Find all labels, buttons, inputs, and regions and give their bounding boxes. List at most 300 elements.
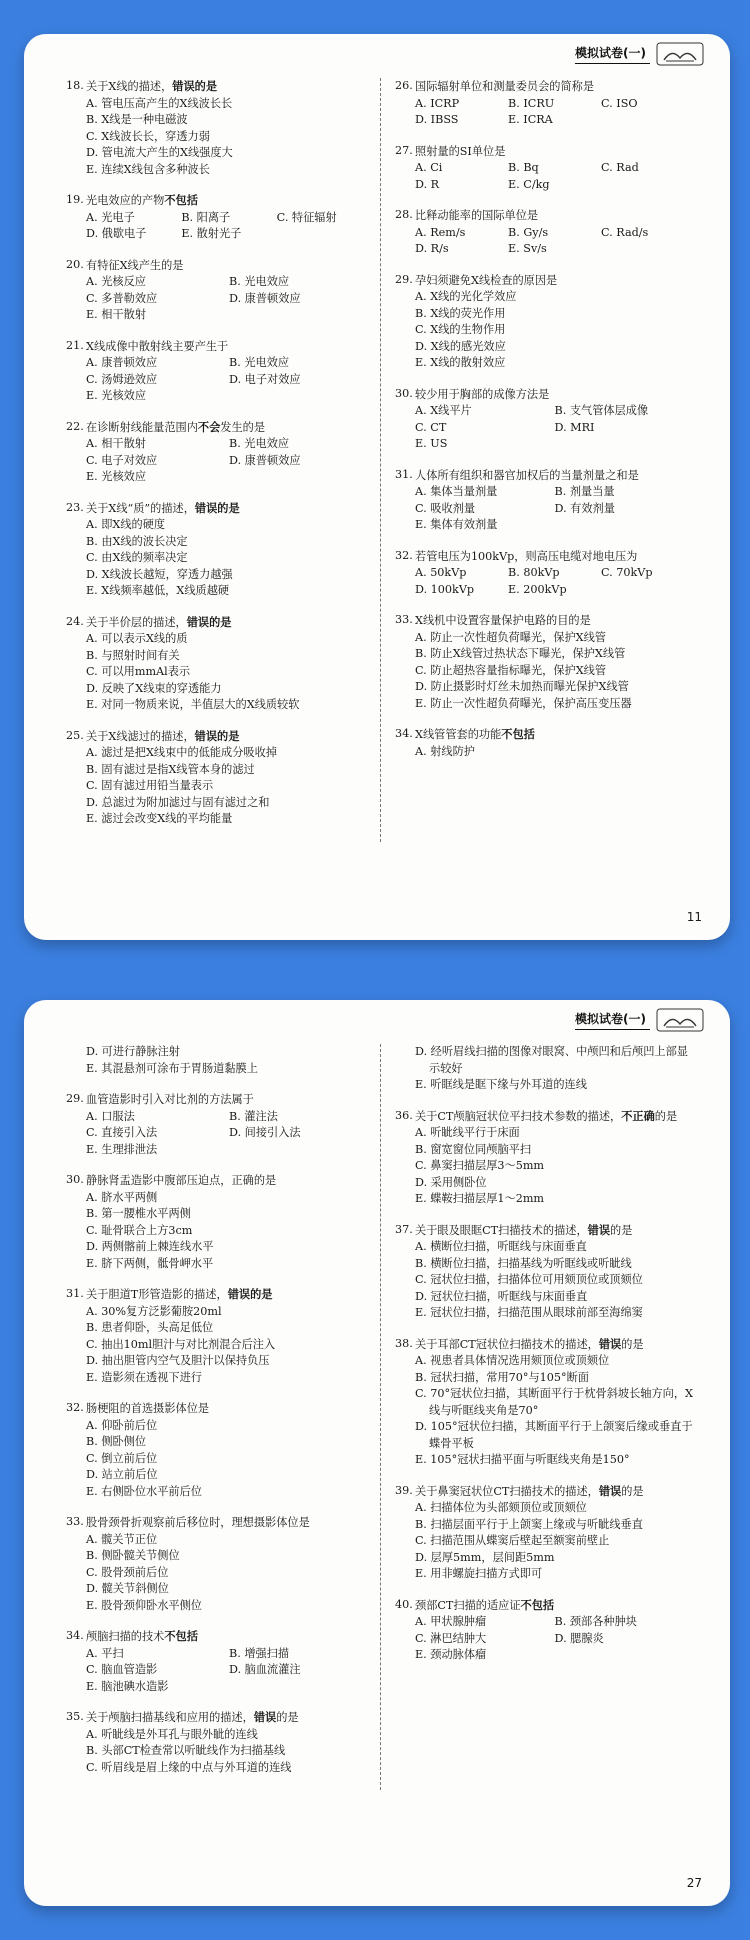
answer-option: B. 光电效应 bbox=[229, 275, 290, 288]
question-text-part: 颅脑扫描的技术 bbox=[86, 1630, 165, 1643]
answer-option bbox=[229, 307, 372, 324]
answer-option: C. 冠状位扫描，扫描体位可用颏顶位或顶颏位 bbox=[415, 1273, 643, 1286]
question-number: 33. bbox=[395, 613, 413, 626]
question bbox=[66, 1091, 372, 1158]
question-number: 25. bbox=[66, 728, 84, 742]
answer-option: E. 连续X线包含多种波长 bbox=[86, 162, 210, 176]
question-text-part: X线成像中散射线主要产生于 bbox=[86, 339, 229, 353]
answer-option: D. 两侧髂前上棘连线水平 bbox=[86, 1240, 214, 1253]
question-text bbox=[415, 143, 694, 161]
question-number: 30. bbox=[395, 386, 413, 400]
answer-option: D. 可进行静脉注射 bbox=[86, 1045, 180, 1058]
answer-option: E. 脑池碘水造影 bbox=[86, 1679, 169, 1693]
answer-option: E. 右侧卧位水平前后位 bbox=[86, 1484, 202, 1498]
question-text bbox=[415, 272, 694, 290]
answer-option: B. 80kVp bbox=[508, 566, 560, 579]
answer-options bbox=[395, 96, 694, 129]
question-text bbox=[415, 1597, 694, 1615]
page-1 bbox=[24, 34, 730, 940]
question-text bbox=[415, 1483, 694, 1501]
page-header-title: 模拟试卷(一) bbox=[575, 1010, 650, 1030]
question-text bbox=[86, 1091, 372, 1109]
question-number: 32. bbox=[66, 1401, 84, 1414]
answer-option: A. 50kVp bbox=[415, 566, 467, 579]
question-stem bbox=[395, 1108, 694, 1126]
question-number: 23. bbox=[66, 500, 84, 514]
question-text-part: 较少用于胸部的成像方法是 bbox=[415, 387, 550, 401]
answer-option: B. Bq bbox=[508, 161, 539, 174]
answer-option: B. 阳离子 bbox=[181, 210, 231, 224]
question-number: 18. bbox=[66, 79, 84, 92]
answer-option: B. 防止X线管过热状态下曝光，保护X线管 bbox=[415, 647, 626, 660]
question-stem bbox=[66, 419, 372, 437]
question-text bbox=[415, 467, 694, 485]
question-text-part: 的是 bbox=[654, 1109, 678, 1123]
question-stem bbox=[395, 272, 694, 290]
question bbox=[66, 1628, 372, 1695]
answer-option: A. 髋关节正位 bbox=[86, 1532, 158, 1546]
answer-options bbox=[66, 1418, 372, 1501]
answer-options bbox=[66, 355, 372, 405]
question-text-part: 比释动能率的国际单位是 bbox=[415, 209, 539, 222]
question-emphasis: 错误的是 bbox=[194, 728, 240, 743]
answer-option: D. 康普顿效应 bbox=[229, 453, 301, 467]
answer-option bbox=[229, 469, 372, 486]
question-emphasis: 错误 bbox=[598, 1483, 622, 1498]
question-text-part: 关于眼及眼眶CT扫描技术的描述， bbox=[415, 1223, 588, 1237]
answer-option: A. 滤过是把X线束中的低能成分吸收掉 bbox=[86, 746, 277, 759]
question-text-part: 有特征X线产生的是 bbox=[86, 258, 184, 272]
question-text-part: 关于X线“质”的描述， bbox=[86, 501, 195, 515]
question-emphasis: 错误 bbox=[587, 1222, 611, 1237]
answer-option: C. X线的生物作用 bbox=[415, 323, 506, 336]
answer-option: D. 层厚5mm，层间距5mm bbox=[415, 1550, 555, 1564]
question-stem bbox=[66, 1514, 372, 1532]
question-text-part: 光电效应的产物 bbox=[86, 194, 165, 207]
question-emphasis: 不包括 bbox=[520, 1597, 555, 1612]
question-number: 32. bbox=[395, 548, 413, 562]
question bbox=[66, 192, 372, 243]
question-stem bbox=[395, 612, 694, 630]
answer-option: C. 淋巴结肿大 bbox=[415, 1631, 487, 1645]
question-stem bbox=[66, 500, 372, 518]
answer-options bbox=[66, 274, 372, 324]
question-stem bbox=[395, 548, 694, 566]
answer-option: D. 康普顿效应 bbox=[229, 291, 301, 305]
answer-options bbox=[66, 436, 372, 486]
question-number: 30. bbox=[66, 1173, 84, 1186]
right-column bbox=[380, 78, 702, 842]
question-text-part: 的是 bbox=[621, 1484, 644, 1498]
answer-option: E. 光核效应 bbox=[86, 470, 147, 483]
question-text bbox=[415, 726, 694, 744]
answer-option: C. 扫描范围从蝶窦后壁起至额窦前壁止 bbox=[415, 1534, 610, 1547]
answer-option: A. 平扫 bbox=[86, 1646, 124, 1660]
question-text-part: 孕妇须避免X线检查的原因是 bbox=[415, 273, 558, 287]
question-stem bbox=[395, 78, 694, 96]
answer-options bbox=[395, 1044, 694, 1094]
question-emphasis: 错误的是 bbox=[227, 1287, 273, 1301]
question bbox=[395, 207, 694, 258]
question-text bbox=[86, 192, 372, 210]
page-number: 11 bbox=[686, 910, 702, 924]
question-stem bbox=[66, 1286, 372, 1304]
question-text-part: 股骨颈骨折观察前后移位时，理想摄影体位是 bbox=[86, 1516, 310, 1529]
question bbox=[395, 467, 694, 534]
answer-option: E. ICRA bbox=[508, 113, 553, 126]
answer-option: E. 200kVp bbox=[508, 582, 567, 596]
question-emphasis: 错误的是 bbox=[194, 500, 240, 515]
answer-option: E. 蝶鞍扫描层厚1～2mm bbox=[415, 1192, 545, 1205]
answer-option: E. 听眶线是眶下缘与外耳道的连线 bbox=[415, 1078, 587, 1091]
answer-option: D. 冠状位扫描，听眶线与床面垂直 bbox=[415, 1289, 588, 1303]
answer-option: B. 侧卧髋关节侧位 bbox=[86, 1549, 180, 1562]
answer-option: D. IBSS bbox=[415, 113, 459, 126]
question bbox=[395, 386, 694, 453]
answer-options bbox=[395, 565, 694, 598]
answer-option: A. 仰卧前后位 bbox=[86, 1418, 158, 1432]
question-text-part: 的是 bbox=[610, 1223, 633, 1237]
answer-option: C. 耻骨联合上方3cm bbox=[86, 1223, 193, 1237]
answer-option: C. 固有滤过用铅当量表示 bbox=[86, 779, 214, 792]
answer-option: C. X线波长长，穿透力弱 bbox=[86, 129, 210, 143]
question-number: 27. bbox=[395, 143, 413, 157]
answer-option: B. 与照射时间有关 bbox=[86, 648, 180, 662]
answer-option: D. X线波长越短，穿透力越强 bbox=[86, 567, 233, 581]
question-text bbox=[415, 1222, 694, 1240]
question-text-part: 关于CT颅脑冠状位平扫技术参数的描述， bbox=[415, 1109, 622, 1123]
answer-options bbox=[395, 160, 694, 193]
answer-options bbox=[66, 1109, 372, 1159]
answer-option bbox=[555, 436, 695, 453]
answer-option: D. 腮腺炎 bbox=[554, 1631, 604, 1645]
answer-options bbox=[66, 1727, 372, 1777]
answer-option: A. 听眦线是外耳孔与眼外眦的连线 bbox=[86, 1727, 258, 1741]
answer-option: B. 增强扫描 bbox=[229, 1646, 290, 1660]
answer-option bbox=[601, 241, 694, 258]
answer-options bbox=[66, 96, 372, 179]
question-number: 19. bbox=[66, 193, 84, 206]
question-number: 21. bbox=[66, 338, 84, 352]
question-text bbox=[86, 1709, 372, 1727]
question-text bbox=[86, 78, 372, 96]
answer-option: E. 对同一物质来说，半值层大的X线质较软 bbox=[86, 698, 300, 711]
question bbox=[66, 1172, 372, 1272]
answer-option: D. MRI bbox=[554, 420, 595, 434]
question bbox=[66, 78, 372, 178]
question-number: 24. bbox=[66, 614, 84, 628]
question-text-part: 关于耳部CT冠状位扫描技术的描述， bbox=[415, 1337, 599, 1351]
question-text bbox=[415, 1336, 694, 1354]
answer-option: C. 可以用mmAl表示 bbox=[86, 665, 191, 678]
answer-option: A. 30%复方泛影葡胺20ml bbox=[86, 1304, 222, 1318]
answer-option: A. 脐水平两侧 bbox=[86, 1190, 158, 1204]
answer-option: C. 听眉线是眉上缘的中点与外耳道的连线 bbox=[86, 1760, 292, 1774]
question bbox=[395, 1597, 694, 1664]
answer-option: E. 光核效应 bbox=[86, 389, 147, 402]
answer-option: B. ICRU bbox=[508, 96, 555, 110]
answer-option: C. Rad bbox=[601, 161, 639, 174]
answer-option: D. X线的感光效应 bbox=[415, 339, 506, 353]
question-emphasis: 错误 bbox=[253, 1710, 277, 1724]
answer-option: B. 剂量当量 bbox=[554, 485, 615, 498]
question-text-part: 的是 bbox=[276, 1711, 299, 1724]
question-text-part: 关于X线的描述， bbox=[86, 80, 173, 93]
answer-option: D. 站立前后位 bbox=[86, 1468, 158, 1481]
answer-option: A. 听眦线平行于床面 bbox=[415, 1126, 520, 1139]
answer-option: D. 反映了X线束的穿透能力 bbox=[86, 681, 222, 695]
answer-option: B. 光电效应 bbox=[229, 437, 290, 450]
question-text bbox=[86, 1514, 372, 1532]
answer-option bbox=[601, 112, 694, 129]
question bbox=[66, 614, 372, 714]
question-number: 39. bbox=[395, 1483, 413, 1497]
answer-options bbox=[66, 210, 372, 243]
question-stem bbox=[66, 1628, 372, 1646]
question-text bbox=[86, 1628, 372, 1646]
answer-option: B. 扫描层面平行于上颌窦上缘或与听眦线垂直 bbox=[415, 1517, 643, 1531]
answer-option: D. 髋关节斜侧位 bbox=[86, 1582, 169, 1595]
question-stem bbox=[66, 1172, 372, 1190]
question-stem bbox=[66, 257, 372, 275]
answer-option: E. 其混悬剂可涂布于胃肠道黏膜上 bbox=[86, 1061, 258, 1075]
question-number: 35. bbox=[66, 1710, 84, 1723]
answer-option bbox=[229, 1142, 372, 1159]
answer-option: A. X线的光化学效应 bbox=[415, 290, 517, 303]
answer-options bbox=[395, 403, 694, 453]
answer-option: C. 倒立前后位 bbox=[86, 1451, 158, 1465]
answer-option: A. 防止一次性超负荷曝光，保护X线管 bbox=[415, 630, 606, 644]
question-text-part: 肠梗阻的首选摄影体位是 bbox=[86, 1402, 210, 1415]
question bbox=[66, 257, 372, 324]
question-stem bbox=[395, 1222, 694, 1240]
answer-options bbox=[395, 1614, 694, 1664]
answer-option: B. 第一腰椎水平两侧 bbox=[86, 1207, 191, 1220]
answer-options bbox=[395, 630, 694, 713]
question-emphasis: 不会 bbox=[197, 419, 221, 434]
question-stem bbox=[66, 1400, 372, 1418]
question-number: 31. bbox=[66, 1287, 84, 1300]
question bbox=[395, 726, 694, 760]
question-number: 36. bbox=[395, 1108, 413, 1122]
answer-option bbox=[601, 582, 694, 599]
answer-options bbox=[66, 1646, 372, 1696]
question bbox=[395, 1222, 694, 1322]
question-text bbox=[86, 257, 372, 275]
answer-option: E. 集体有效剂量 bbox=[415, 518, 498, 531]
question-text-part: 发生的是 bbox=[220, 420, 266, 434]
question-text bbox=[86, 500, 372, 518]
question-text-part: 关于颅脑扫描基线和应用的描述， bbox=[86, 1711, 254, 1724]
question-text-part: 血管造影时引入对比剂的方法属于 bbox=[86, 1093, 254, 1106]
answer-option: A. 康普顿效应 bbox=[86, 356, 158, 369]
answer-options bbox=[395, 484, 694, 534]
question-text bbox=[415, 78, 694, 96]
answer-option: E. Sv/s bbox=[508, 242, 547, 255]
answer-option: C. 70kVp bbox=[601, 566, 653, 579]
question-stem bbox=[66, 78, 372, 96]
answer-option: A. 相干散射 bbox=[86, 437, 146, 450]
question bbox=[66, 728, 372, 828]
question-stem bbox=[395, 467, 694, 485]
answer-option: D. R/s bbox=[415, 242, 449, 255]
question bbox=[395, 1044, 694, 1094]
answer-option: A. 光核反应 bbox=[86, 275, 146, 288]
question-emphasis: 不包括 bbox=[164, 193, 198, 207]
question bbox=[395, 1336, 694, 1469]
answer-options bbox=[395, 1353, 694, 1469]
answer-option: C. 脑血管造影 bbox=[86, 1663, 158, 1676]
question bbox=[395, 272, 694, 372]
question-stem bbox=[395, 207, 694, 225]
question-text bbox=[86, 1286, 372, 1304]
answer-options bbox=[395, 1239, 694, 1322]
answer-option: D. 100kVp bbox=[415, 582, 475, 596]
answer-option: E. 用非螺旋扫描方式即可 bbox=[415, 1567, 543, 1580]
question-text bbox=[415, 1108, 694, 1126]
answer-options bbox=[66, 1044, 372, 1077]
answer-option: C. 防止超热容量指标曝光，保护X线管 bbox=[415, 663, 607, 677]
question-text bbox=[86, 1172, 372, 1190]
right-column bbox=[380, 1044, 702, 1790]
question-stem bbox=[66, 192, 372, 210]
answer-options bbox=[66, 745, 372, 828]
question bbox=[395, 143, 694, 194]
answer-option: C. 抽出10ml胆汁与对比剂混合后注入 bbox=[86, 1337, 276, 1351]
question bbox=[66, 1400, 372, 1500]
question-stem bbox=[395, 1336, 694, 1354]
question-stem bbox=[395, 143, 694, 161]
answer-options bbox=[395, 744, 694, 761]
answer-option: E. 防止一次性超负荷曝光，保护高压变压器 bbox=[415, 696, 632, 710]
question bbox=[395, 1108, 694, 1208]
answer-option: E. 造影须在透视下进行 bbox=[86, 1370, 202, 1384]
question-text bbox=[415, 207, 694, 225]
answer-option: B. 固有滤过是指X线管本身的滤过 bbox=[86, 762, 255, 776]
answer-option: E. X线的散射效应 bbox=[415, 356, 506, 369]
book-logo-icon bbox=[656, 42, 704, 66]
answer-option: A. 射线防护 bbox=[415, 744, 475, 758]
answer-option: A. 视患者具体情况选用颏顶位或顶颏位 bbox=[415, 1354, 610, 1367]
question-number: 22. bbox=[66, 419, 84, 433]
question-stem bbox=[395, 1597, 694, 1615]
question-number: 31. bbox=[395, 467, 413, 481]
question-text-part: 关于半价层的描述， bbox=[86, 615, 187, 629]
answer-option: D. 电子对效应 bbox=[229, 372, 301, 386]
question-stem bbox=[66, 1091, 372, 1109]
question bbox=[66, 1286, 372, 1386]
answer-option: A. 横断位扫描，听眶线与床面垂直 bbox=[415, 1240, 587, 1253]
answer-option: B. 由X线的波长决定 bbox=[86, 534, 188, 548]
answer-option: C. 吸收剂量 bbox=[415, 501, 476, 515]
left-column bbox=[58, 78, 380, 842]
answer-option bbox=[601, 177, 694, 194]
page-header-title: 模拟试卷(一) bbox=[575, 44, 650, 64]
answer-option: E. 颈动脉体瘤 bbox=[415, 1648, 487, 1661]
answer-option: B. 支气管体层成像 bbox=[554, 404, 649, 417]
question-emphasis: 不包括 bbox=[164, 1629, 198, 1643]
question bbox=[66, 1044, 372, 1077]
page-number: 27 bbox=[686, 1876, 702, 1890]
question-number: 26. bbox=[395, 79, 413, 92]
question-number: 34. bbox=[66, 1629, 84, 1642]
answer-option: E. 滤过会改变X线的平均能量 bbox=[86, 812, 233, 825]
answer-option: E. 生理排泄法 bbox=[86, 1142, 158, 1156]
answer-option: C. 股骨颈前后位 bbox=[86, 1565, 169, 1579]
answer-option: E. US bbox=[415, 437, 448, 450]
question-text-part: 关于鼻窦冠状位CT扫描技术的描述， bbox=[415, 1484, 599, 1498]
answer-option: D. 总滤过为附加滤过与固有滤过之和 bbox=[86, 795, 270, 809]
answer-option: D. R bbox=[415, 177, 440, 191]
answer-option: B. 颈部各种肿块 bbox=[554, 1615, 637, 1628]
question bbox=[66, 500, 372, 600]
question-stem bbox=[66, 338, 372, 356]
question-stem bbox=[395, 726, 694, 744]
question bbox=[66, 1514, 372, 1614]
answer-option: A. 口服法 bbox=[86, 1109, 135, 1123]
answer-option: E. 相干散射 bbox=[86, 308, 147, 321]
answer-option: B. 头部CT检查常以听眦线作为扫描基线 bbox=[86, 1744, 286, 1757]
question bbox=[66, 1709, 372, 1776]
answer-option: D. 管电流大产生的X线强度大 bbox=[86, 146, 233, 159]
answer-option: B. 冠状扫描，常用70°与105°断面 bbox=[415, 1370, 589, 1384]
question-number: 40. bbox=[395, 1597, 413, 1611]
question-stem bbox=[395, 386, 694, 404]
answer-option: C. 由X线的频率决定 bbox=[86, 551, 188, 564]
answer-options bbox=[66, 1190, 372, 1273]
answer-option: C. 汤姆逊效应 bbox=[86, 372, 158, 386]
answer-option: B. X线的荧光作用 bbox=[415, 306, 506, 320]
answer-option: C. 多普勒效应 bbox=[86, 291, 158, 305]
question-text-part: 若管电压为100kVp，则高压电缆对地电压为 bbox=[415, 549, 638, 563]
answer-option: A. 即X线的硬度 bbox=[86, 518, 166, 531]
question-text bbox=[86, 419, 372, 437]
question-stem bbox=[66, 728, 372, 746]
answer-options bbox=[395, 1500, 694, 1583]
answer-option: D. 间接引入法 bbox=[229, 1126, 301, 1139]
question-number: 34. bbox=[395, 727, 413, 740]
answer-option: B. 灌注法 bbox=[229, 1109, 278, 1123]
question-text-part: 颈部CT扫描的适应证 bbox=[415, 1598, 521, 1612]
question-text bbox=[415, 612, 694, 630]
question-number: 28. bbox=[395, 208, 413, 221]
question-number: 38. bbox=[395, 1336, 413, 1350]
answer-option: A. 可以表示X线的质 bbox=[86, 632, 188, 645]
answer-option: C. 鼻窦扫描层厚3～5mm bbox=[415, 1159, 545, 1172]
answer-option: C. Rad/s bbox=[601, 225, 649, 239]
question bbox=[66, 338, 372, 405]
answer-option: C. ISO bbox=[601, 96, 638, 110]
question-stem bbox=[66, 614, 372, 632]
answer-option: E. X线频率越低，X线质越硬 bbox=[86, 584, 230, 597]
answer-option bbox=[229, 1679, 372, 1696]
answer-option: B. 横断位扫描，扫描基线为听眶线或听眦线 bbox=[415, 1256, 632, 1270]
answer-options bbox=[66, 631, 372, 714]
answer-option: D. 抽出胆管内空气及胆汁以保持负压 bbox=[86, 1354, 270, 1367]
answer-option: C. 电子对效应 bbox=[86, 453, 158, 467]
answer-option bbox=[555, 1647, 695, 1664]
question-emphasis: 错误的是 bbox=[186, 614, 232, 629]
answer-option: E. 105°冠状扫描平面与听眶线夹角是150° bbox=[415, 1453, 630, 1466]
answer-option bbox=[229, 388, 372, 405]
answer-option: A. X线平片 bbox=[415, 404, 472, 417]
question bbox=[66, 419, 372, 486]
question-text bbox=[86, 728, 372, 746]
question bbox=[395, 78, 694, 129]
question-number: 37. bbox=[395, 1222, 413, 1236]
answer-option: A. 管电压高产生的X线波长长 bbox=[86, 96, 233, 110]
answer-option: D. 防止摄影时灯丝未加热而曝光保护X线管 bbox=[415, 680, 629, 693]
